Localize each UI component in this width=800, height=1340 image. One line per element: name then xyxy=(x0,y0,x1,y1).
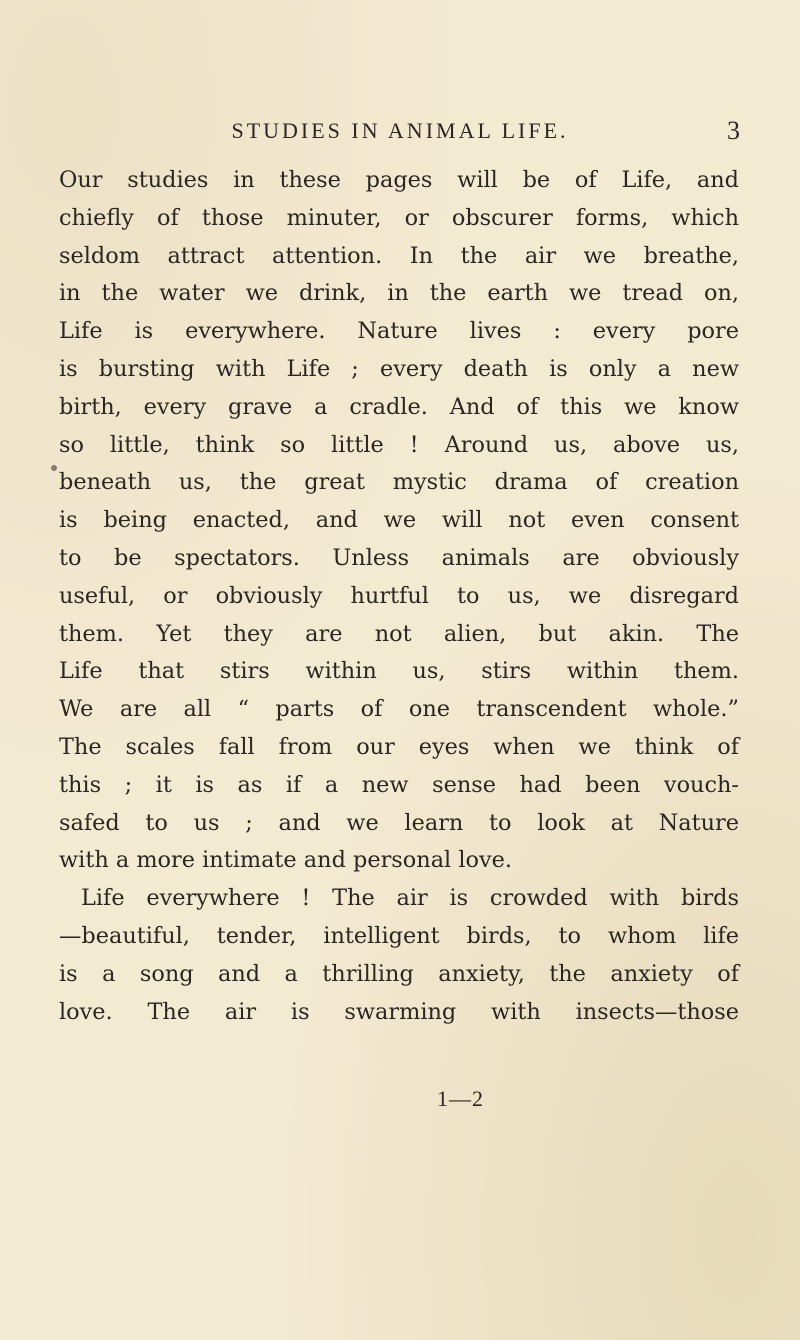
text-line: We are all “ parts of one transcendent whole.” xyxy=(59,696,739,723)
text-line: is bursting with Life ; every death is only a new xyxy=(59,355,739,382)
text-line: Life is everywhere. Nature lives : every pore xyxy=(59,318,739,345)
text-line: The scales fall from our eyes when we think of xyxy=(59,733,739,760)
text-line: —beautiful, tender, intelligent birds, to whom life xyxy=(59,922,739,949)
text-line: in the water we drink, in the earth we tread on, xyxy=(59,280,739,307)
text-line: beneath us, the great mystic drama of creation xyxy=(59,469,739,496)
text-line: love. The air is swarming with insects—those xyxy=(59,998,739,1025)
text-line: chiefly of those minuter, or obscurer forms, which xyxy=(59,204,739,231)
text-line: useful, or obviously hurtful to us, we disregard xyxy=(59,582,739,609)
paragraph-end-line: with a more intimate and personal love. xyxy=(59,847,512,874)
ink-spot xyxy=(51,465,57,471)
text-line: birth, every grave a cradle. And of this we know xyxy=(59,393,739,420)
page-header xyxy=(60,112,740,152)
printer-signature: 1—2 xyxy=(437,1086,484,1111)
text-line: to be spectators. Unless animals are obviously xyxy=(59,544,739,571)
text-line: this ; it is as if a new sense had been vouch- xyxy=(59,771,739,798)
text-line: is being enacted, and we will not even consent xyxy=(59,507,739,534)
text-line: so little, think so little ! Around us, above us, xyxy=(59,431,739,458)
text-line: seldom attract attention. In the air we breathe, xyxy=(59,242,739,269)
text-line: is a song and a thrilling anxiety, the anxiety of xyxy=(59,960,739,987)
text-line: safed to us ; and we learn to look at Nature xyxy=(59,809,739,836)
running-title: STUDIES IN ANIMAL LIFE. xyxy=(231,118,569,143)
body-text xyxy=(59,162,739,1031)
paragraph-start-line: Life everywhere ! The air is crowded with birds xyxy=(81,885,739,912)
text-line: Life that stirs within us, stirs within them. xyxy=(59,658,739,685)
text-line: them. Yet they are not alien, but akin. The xyxy=(59,620,739,647)
text-line: Our studies in these pages will be of Life, and xyxy=(59,167,739,193)
page-number: 3 xyxy=(727,116,740,145)
